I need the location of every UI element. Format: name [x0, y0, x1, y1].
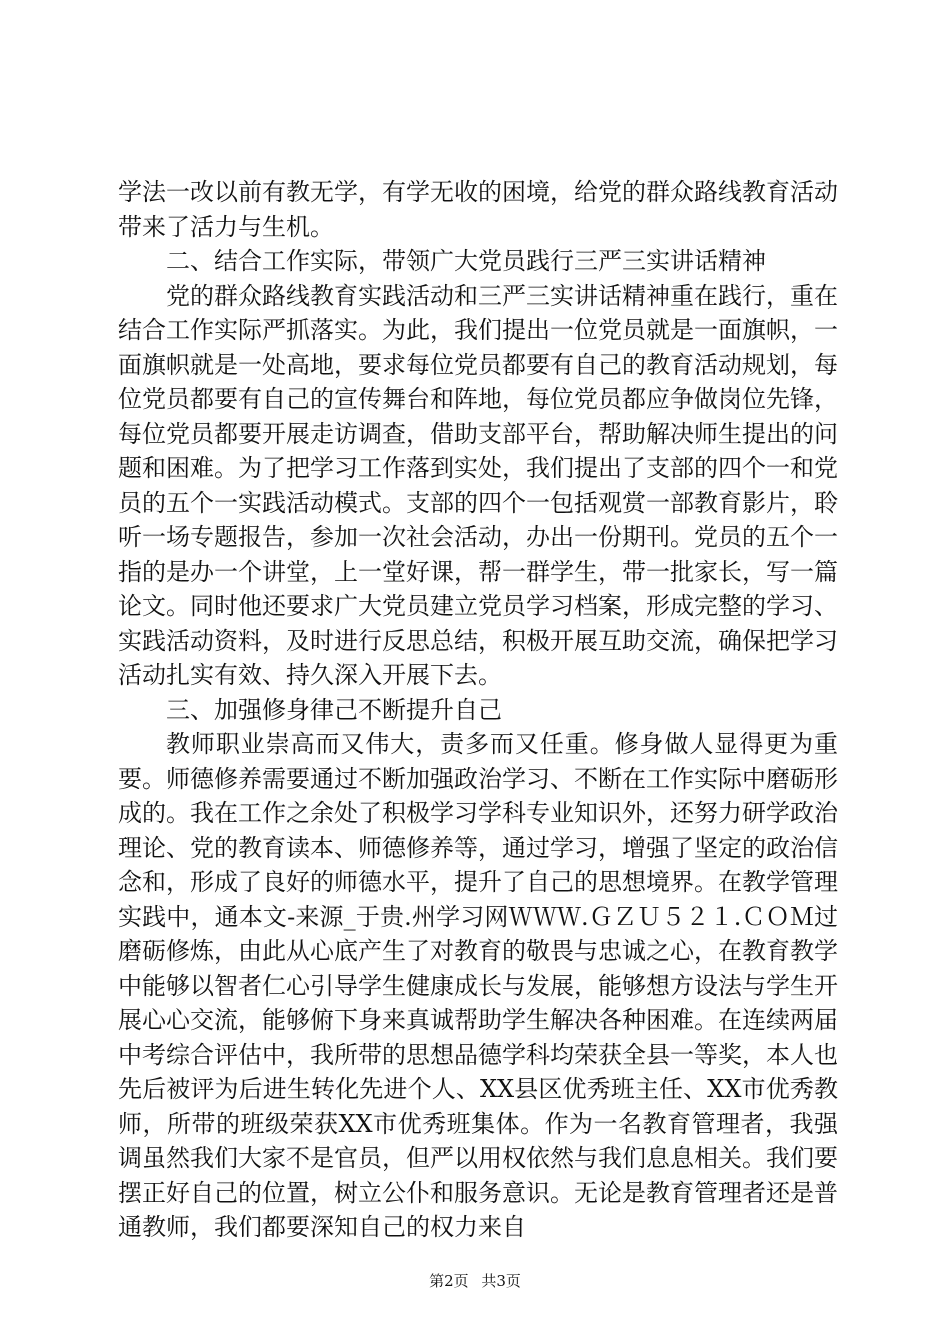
paragraph-1: 学法一改以前有教无学，有学无收的困境，给党的群众路线教育活动带来了活力与生机。	[118, 178, 838, 241]
page-total: 共3页	[481, 1272, 521, 1290]
document-body	[118, 175, 838, 1245]
paragraph-3: 党的群众路线教育实践活动和三严三实讲话精神重在践行，重在结合工作实际严抓落实。为此，我们提出一位党员就是一面旗帜，一面旗帜就是一处高地，要求每位党员都要有自己的教育活动规划，每位党员都要有自己的宣传舞台和阵地，每位党员都应争做岗位先锋，每位党员都要开展走访调查，借助支部平台，帮助解决师生提出的问题和困难。为了把学习工作落到实处，我们提出了支部的四个一和党员的五个一实践活动模式。支部的四个一包括观赏一部教育影片，聆听一场专题报告，参加一次社会活动，办出一份期刊。党员的五个一指的是办一个讲堂，上一堂好课，帮一群学生，带一批家长，写一篇论文。同时他还要求广大党员建立党员学习档案，形成完整的学习、实践活动资料，及时进行反思总结，积极开展互助交流，确保把学习活动扎实有效、持久深入开展下去。	[118, 281, 838, 689]
section-heading-3: 三、加强修身律己不断提升自己	[166, 695, 502, 724]
page-footer	[0, 1270, 950, 1291]
section-heading-2: 二、结合工作实际，带领广大党员践行三严三实讲话精神	[166, 247, 766, 275]
page-number: 第2页	[429, 1272, 469, 1290]
paragraph-5: 教师职业崇高而又伟大，责多而又任重。修身做人显得更为重要。师德修养需要通过不断加强政治学习、不断在工作实际中磨砺形成的。我在工作之余处了积极学习学科专业知识外，还努力研学政治理论、党的教育读本、师德修养等，通过学习，增强了坚定的政治信念和，形成了良好的师德水平，提升了自己的思想境界。在教学管理实践中，通本文-来源_于贵.州学习网ＷＷＷ.ＧＺＵ５２１.ＣＯＭ过磨砺修炼，由此从心底产生了对教育的敬畏与忠诚之心，在教育教学中能够以智者仁心引导学生健康成长与发展，能够想方设法与学生开展心心交流，能够俯下身来真诚帮助学生解决各种困难。在连续两届中考综合评估中，我所带的思想品德学科均荣获全县一等奖，本人也先后被评为后进生转化先进个人、XX县区优秀班主任、XX市优秀教师，所带的班级荣获XX市优秀班集体。作为一名教育管理者，我强调虽然我们大家不是官员，但严以用权依然与我们息息相关。我们要摆正好自己的位置，树立公仆和服务意识。无论是教育管理者还是普通教师，我们都要深知自己的权力来自	[118, 730, 838, 1241]
